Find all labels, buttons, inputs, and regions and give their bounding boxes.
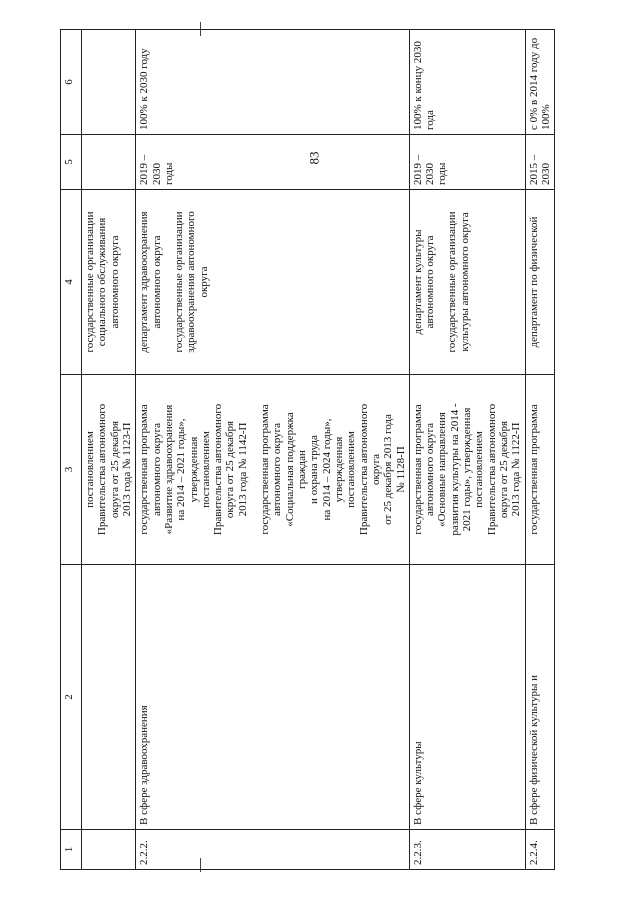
target-cell: с 0% в 2014 году до 100% [525, 30, 555, 135]
row-number [82, 830, 136, 870]
area-cell: В сфере физической культуры и [525, 565, 555, 830]
header-row [61, 30, 82, 870]
column-header-2: 2 [61, 565, 82, 830]
executor-cell: департамент по физической [525, 190, 555, 375]
rotated-table [60, 30, 625, 870]
column-header-1: 1 [61, 830, 82, 870]
executor-cell: департамент культуры автономного округа государственные организации культуры автономного округа [409, 190, 525, 375]
period-cell: 2019 – 2030 годы [409, 135, 525, 190]
table-row [409, 30, 525, 870]
column-header-3: 3 [61, 375, 82, 565]
area-cell: В сфере здравоохранения [136, 565, 410, 830]
period-cell: 2019 – 2030 годы [136, 135, 410, 190]
table-row [136, 30, 410, 870]
area-cell [82, 565, 136, 830]
program-cell: постановлением Правительства автономного округа от 25 декабря 2013 года № 1123-П [82, 375, 136, 565]
program-cell: государственная программа автономного округа «Развитие здравоохранения на 2014 – 2021 годы», утвержденная постановлением Правительства автономного округа от 25 декабря 2013 года № 1142-П государственная программа автономного округа «Социальная поддержка граждан и охрана труда на 2014 – 2024 годы», утвержденная постановлением Правительства автономного округа от 25 декабря 2013 года № 1128-П [136, 375, 410, 565]
target-cell: 100% к 2030 году [136, 30, 410, 135]
table-row [82, 30, 136, 870]
table-row [525, 30, 555, 870]
page-number: 83 [306, 151, 322, 165]
executor-cell: государственные организации социального обслуживания автономного округа [82, 190, 136, 375]
target-cell: 100% к концу 2030 года [409, 30, 525, 135]
target-cell [82, 30, 136, 135]
program-cell: государственная программа [525, 375, 555, 565]
period-cell [82, 135, 136, 190]
row-number: 2.2.2. [136, 830, 410, 870]
program-cell: государственная программа автономного округа «Основные направления развития культуры на 2014 - 2021 годы», утвержденная постановлением Правительства автономного округа от 25 декабря 2013 года № 1122-П [409, 375, 525, 565]
row-number: 2.2.4. [525, 830, 555, 870]
area-cell: В сфере культуры [409, 565, 525, 830]
row-number: 2.2.3. [409, 830, 525, 870]
executor-cell: департамент здравоохранения автономного округа государственные организации здравоохранения автономного округа [136, 190, 410, 375]
period-cell: 2015 – 2030 [525, 135, 555, 190]
table-region [60, 30, 625, 870]
column-header-5: 5 [61, 135, 82, 190]
column-header-4: 4 [61, 190, 82, 375]
program-table [60, 29, 555, 870]
column-header-6: 6 [61, 30, 82, 135]
